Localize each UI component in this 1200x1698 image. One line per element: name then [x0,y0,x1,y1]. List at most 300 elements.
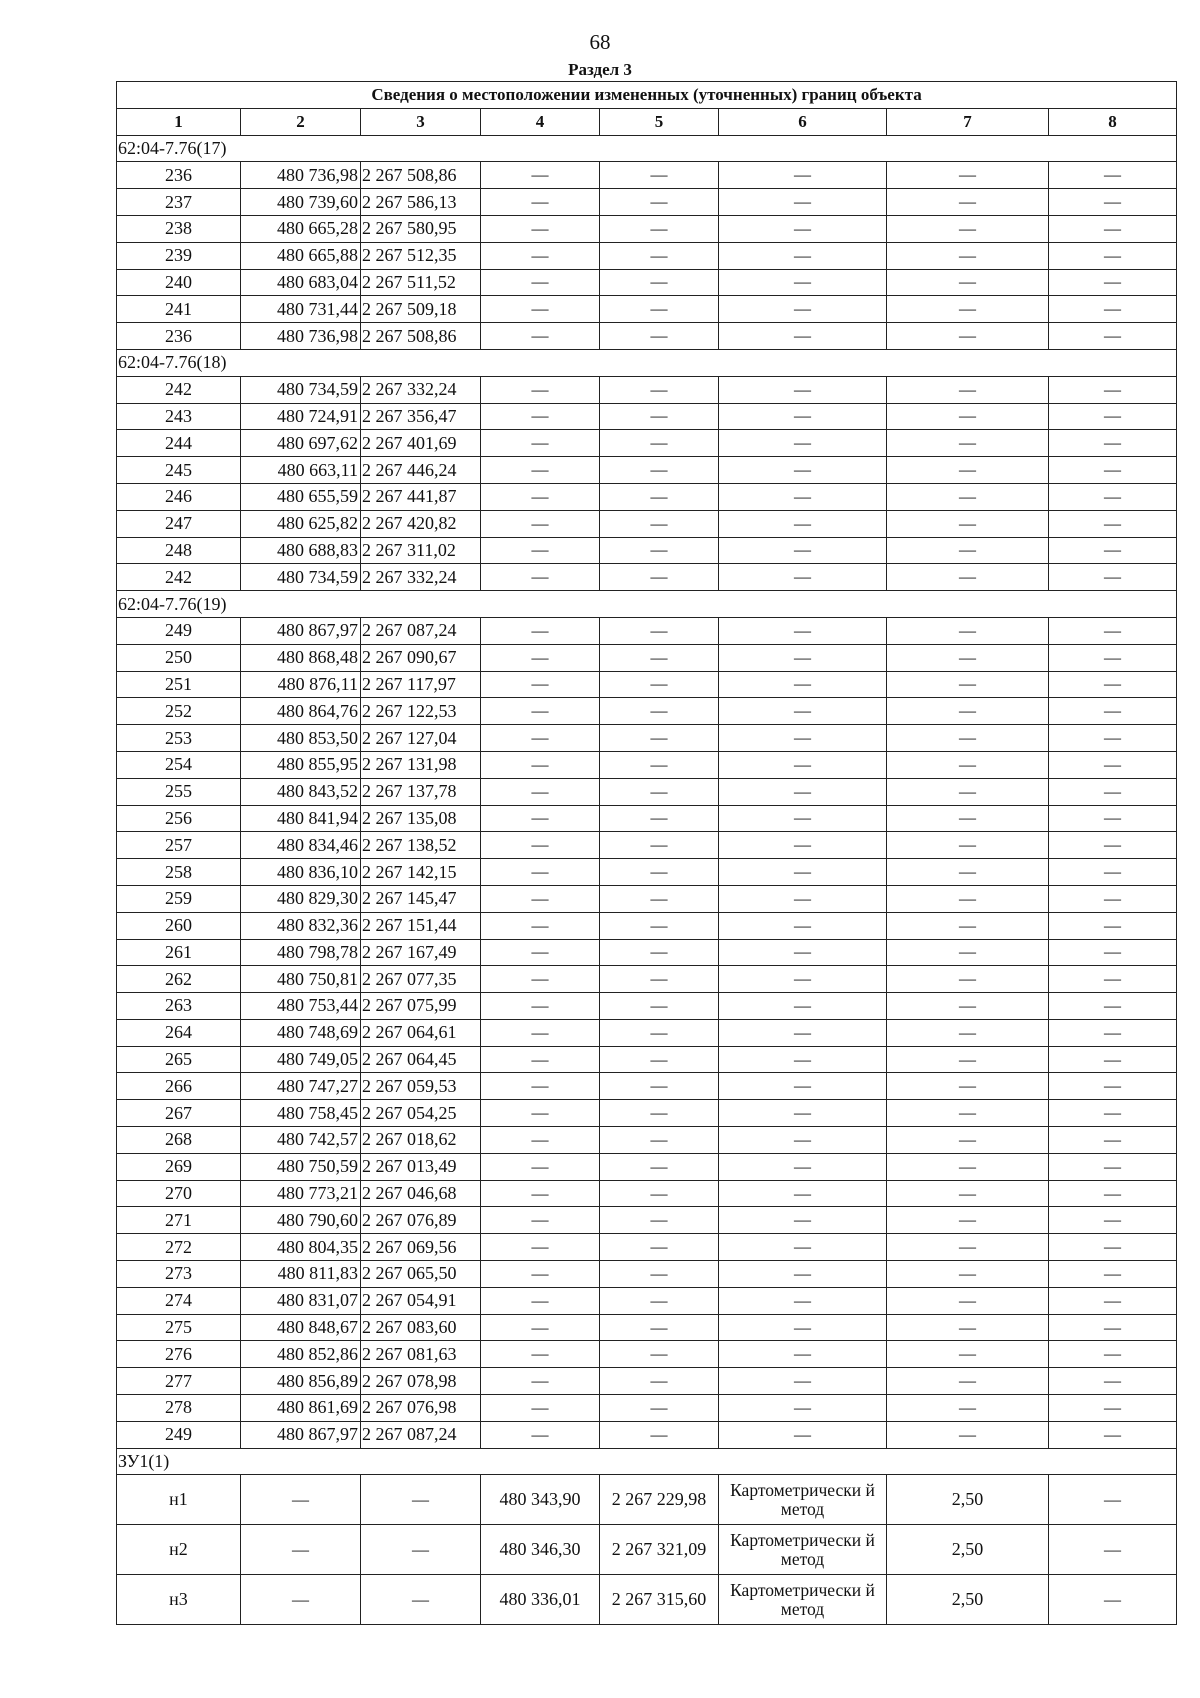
empty-dash: — [600,912,719,939]
table-row [117,1475,1177,1525]
empty-dash: — [481,296,600,323]
empty-dash: — [887,751,1049,778]
empty-dash: — [719,1073,887,1100]
empty-dash: — [600,1368,719,1395]
empty-dash: — [887,1287,1049,1314]
table-caption: Сведения о местоположении измененных (уточненных) границ объекта [117,82,1177,109]
table-row [117,671,1177,698]
coordinate-x: 480 665,88 [241,242,361,269]
empty-dash: — [887,1207,1049,1234]
empty-dash: — [1049,966,1177,993]
empty-dash: — [600,1153,719,1180]
table-row [117,885,1177,912]
empty-dash: — [481,644,600,671]
empty-dash: — [481,537,600,564]
empty-dash: — [1049,1127,1177,1154]
empty-dash: — [887,832,1049,859]
table-row [117,1234,1177,1261]
empty-dash: — [1049,885,1177,912]
empty-dash: — [481,912,600,939]
section-label: Раздел 3 [568,60,632,79]
empty-dash: — [887,510,1049,537]
coordinate-x: 480 747,27 [241,1073,361,1100]
accuracy-value: 2,50 [887,1525,1049,1575]
empty-dash: — [481,1234,600,1261]
empty-dash: — [719,644,887,671]
coordinate-y: 2 267 076,98 [361,1395,481,1422]
group-header-row [117,135,1177,162]
coordinate-x: 480 831,07 [241,1287,361,1314]
empty-dash: — [719,885,887,912]
coordinate-y: 2 267 131,98 [361,751,481,778]
empty-dash: — [887,242,1049,269]
empty-dash: — [481,1314,600,1341]
coordinate-x: 480 731,44 [241,296,361,323]
determination-method: Картометрически й метод [719,1575,887,1625]
coordinate-y: 2 267 137,78 [361,778,481,805]
empty-dash: — [1049,1575,1177,1625]
empty-dash: — [600,1127,719,1154]
coordinate-x: 480 697,62 [241,430,361,457]
empty-dash: — [1049,778,1177,805]
empty-dash: — [1049,859,1177,886]
empty-dash: — [600,162,719,189]
empty-dash: — [481,1395,600,1422]
coordinate-x: 480 798,78 [241,939,361,966]
empty-dash: — [600,617,719,644]
empty-dash: — [481,671,600,698]
empty-dash: — [481,993,600,1020]
empty-dash: — [887,1127,1049,1154]
empty-dash: — [719,1046,887,1073]
coordinate-x: 480 876,11 [241,671,361,698]
empty-dash: — [481,1153,600,1180]
coordinate-x: 480 758,45 [241,1100,361,1127]
empty-dash: — [1049,1073,1177,1100]
empty-dash: — [887,859,1049,886]
empty-dash: — [600,1207,719,1234]
empty-dash: — [481,215,600,242]
empty-dash: — [887,1261,1049,1288]
empty-dash: — [887,457,1049,484]
coordinate-x: 480 773,21 [241,1180,361,1207]
coordinate-x: 480 848,67 [241,1314,361,1341]
coordinate-x: 480 790,60 [241,1207,361,1234]
coordinate-x: 480 853,50 [241,725,361,752]
empty-dash: — [600,993,719,1020]
coordinate-y: 2 267 446,24 [361,457,481,484]
empty-dash: — [481,966,600,993]
empty-dash: — [600,215,719,242]
empty-dash: — [481,323,600,350]
empty-dash: — [887,644,1049,671]
empty-dash: — [1049,912,1177,939]
table-row [117,1019,1177,1046]
point-number: 239 [117,242,241,269]
point-number: 277 [117,1368,241,1395]
table-row [117,1368,1177,1395]
point-number: 260 [117,912,241,939]
empty-dash: — [887,725,1049,752]
point-number: 273 [117,1261,241,1288]
coordinate-y: 2 267 087,24 [361,1421,481,1448]
empty-dash: — [719,1180,887,1207]
empty-dash: — [481,1100,600,1127]
empty-dash: — [719,1207,887,1234]
empty-dash: — [1049,617,1177,644]
table-row [117,805,1177,832]
table-row [117,430,1177,457]
empty-dash: — [719,457,887,484]
point-number: 262 [117,966,241,993]
empty-dash: — [481,885,600,912]
empty-dash: — [887,778,1049,805]
empty-dash: — [1049,1314,1177,1341]
empty-dash: — [719,912,887,939]
coordinate-y: 2 267 508,86 [361,323,481,350]
coordinate-y: 2 267 046,68 [361,1180,481,1207]
empty-dash: — [481,376,600,403]
empty-dash: — [719,1127,887,1154]
empty-dash: — [1049,483,1177,510]
table-row [117,1073,1177,1100]
empty-dash: — [600,751,719,778]
coordinate-x: 480 750,81 [241,966,361,993]
empty-dash: — [1049,269,1177,296]
empty-dash: — [719,215,887,242]
empty-dash: — [719,564,887,591]
column-number: 4 [481,108,600,135]
coordinate-x: 480 739,60 [241,189,361,216]
empty-dash: — [1049,939,1177,966]
coordinate-x: 480 836,10 [241,859,361,886]
empty-dash: — [1049,323,1177,350]
empty-dash: — [600,725,719,752]
empty-dash: — [481,751,600,778]
table-row [117,1207,1177,1234]
empty-dash: — [719,1314,887,1341]
point-number: 258 [117,859,241,886]
coordinate-y: 2 267 356,47 [361,403,481,430]
empty-dash: — [887,671,1049,698]
empty-dash: — [600,564,719,591]
empty-dash: — [887,564,1049,591]
point-number: 244 [117,430,241,457]
new-coordinate-y: 2 267 321,09 [600,1525,719,1575]
empty-dash: — [719,189,887,216]
column-number: 5 [600,108,719,135]
empty-dash: — [1049,1287,1177,1314]
empty-dash: — [719,698,887,725]
empty-dash: — [719,430,887,457]
empty-dash: — [887,323,1049,350]
table-row [117,644,1177,671]
empty-dash: — [600,1341,719,1368]
empty-dash: — [1049,403,1177,430]
table-row [117,1395,1177,1422]
coordinate-y: 2 267 122,53 [361,698,481,725]
empty-dash: — [600,859,719,886]
coordinate-x: 480 855,95 [241,751,361,778]
group-header-row [117,591,1177,618]
coordinate-x: 480 753,44 [241,993,361,1020]
empty-dash: — [600,457,719,484]
point-number: 238 [117,215,241,242]
point-number: 256 [117,805,241,832]
empty-dash: — [1049,1395,1177,1422]
coordinate-x: 480 625,82 [241,510,361,537]
table-row [117,403,1177,430]
empty-dash: — [719,939,887,966]
empty-dash: — [600,1261,719,1288]
coordinate-y: 2 267 076,89 [361,1207,481,1234]
empty-dash: — [719,1019,887,1046]
empty-dash: — [719,805,887,832]
column-number: 7 [887,108,1049,135]
empty-dash: — [481,859,600,886]
coordinate-y: 2 267 013,49 [361,1153,481,1180]
empty-dash: — [719,617,887,644]
empty-dash: — [887,269,1049,296]
table-row [117,1046,1177,1073]
coordinate-x: 480 665,28 [241,215,361,242]
empty-dash: — [361,1525,481,1575]
point-number: 271 [117,1207,241,1234]
new-coordinate-x: 480 343,90 [481,1475,600,1525]
empty-dash: — [361,1475,481,1525]
coordinate-x: 480 748,69 [241,1019,361,1046]
empty-dash: — [1049,1421,1177,1448]
coordinate-x: 480 867,97 [241,617,361,644]
empty-dash: — [600,376,719,403]
empty-dash: — [481,564,600,591]
table-row [117,1287,1177,1314]
empty-dash: — [481,1207,600,1234]
point-number: 249 [117,617,241,644]
coordinate-x: 480 856,89 [241,1368,361,1395]
coordinate-y: 2 267 511,52 [361,269,481,296]
empty-dash: — [481,242,600,269]
table-row [117,1153,1177,1180]
empty-dash: — [481,698,600,725]
coordinate-y: 2 267 090,67 [361,644,481,671]
column-number: 8 [1049,108,1177,135]
table-row [117,912,1177,939]
new-coordinate-x: 480 346,30 [481,1525,600,1575]
empty-dash: — [1049,1207,1177,1234]
empty-dash: — [719,376,887,403]
empty-dash: — [481,1073,600,1100]
empty-dash: — [1049,725,1177,752]
empty-dash: — [600,242,719,269]
empty-dash: — [887,162,1049,189]
coordinate-x: 480 861,69 [241,1395,361,1422]
determination-method: Картометрически й метод [719,1475,887,1525]
table-row [117,832,1177,859]
empty-dash: — [719,1261,887,1288]
empty-dash: — [887,1153,1049,1180]
table-row [117,778,1177,805]
point-number: 265 [117,1046,241,1073]
coordinate-x: 480 832,36 [241,912,361,939]
point-number: 249 [117,1421,241,1448]
empty-dash: — [241,1525,361,1575]
empty-dash: — [887,537,1049,564]
coordinate-y: 2 267 332,24 [361,564,481,591]
boundary-coordinates-table [116,81,1177,1625]
point-number: 270 [117,1180,241,1207]
table-row [117,617,1177,644]
empty-dash: — [887,617,1049,644]
empty-dash: — [719,778,887,805]
empty-dash: — [600,1100,719,1127]
empty-dash: — [481,939,600,966]
empty-dash: — [481,832,600,859]
empty-dash: — [481,483,600,510]
point-number: 269 [117,1153,241,1180]
point-number: 243 [117,403,241,430]
coordinate-y: 2 267 117,97 [361,671,481,698]
point-number: 242 [117,376,241,403]
point-number: 237 [117,189,241,216]
empty-dash: — [887,1314,1049,1341]
coordinate-y: 2 267 081,63 [361,1341,481,1368]
empty-dash: — [887,1100,1049,1127]
table-row [117,698,1177,725]
empty-dash: — [600,483,719,510]
coordinate-y: 2 267 441,87 [361,483,481,510]
new-coordinate-y: 2 267 229,98 [600,1475,719,1525]
empty-dash: — [887,1368,1049,1395]
empty-dash: — [1049,805,1177,832]
coordinate-x: 480 724,91 [241,403,361,430]
empty-dash: — [241,1575,361,1625]
empty-dash: — [1049,564,1177,591]
empty-dash: — [887,939,1049,966]
point-number: 252 [117,698,241,725]
point-number: 268 [117,1127,241,1154]
empty-dash: — [887,993,1049,1020]
empty-dash: — [481,1180,600,1207]
empty-dash: — [1049,1100,1177,1127]
coordinate-y: 2 267 087,24 [361,617,481,644]
point-number: 274 [117,1287,241,1314]
coordinate-y: 2 267 069,56 [361,1234,481,1261]
empty-dash: — [719,1341,887,1368]
coordinate-y: 2 267 145,47 [361,885,481,912]
empty-dash: — [600,1019,719,1046]
empty-dash: — [887,1341,1049,1368]
empty-dash: — [600,805,719,832]
empty-dash: — [481,1261,600,1288]
table-row [117,242,1177,269]
coordinate-x: 480 841,94 [241,805,361,832]
empty-dash: — [600,296,719,323]
empty-dash: — [361,1575,481,1625]
table-row [117,296,1177,323]
empty-dash: — [481,1287,600,1314]
empty-dash: — [887,1180,1049,1207]
parcel-number: 62:04-7.76(18) [117,349,1177,376]
point-number: 251 [117,671,241,698]
coordinate-y: 2 267 054,25 [361,1100,481,1127]
empty-dash: — [600,939,719,966]
empty-dash: — [1049,242,1177,269]
empty-dash: — [719,296,887,323]
empty-dash: — [887,189,1049,216]
accuracy-value: 2,50 [887,1575,1049,1625]
table-row [117,751,1177,778]
empty-dash: — [887,403,1049,430]
point-number: 245 [117,457,241,484]
empty-dash: — [719,1153,887,1180]
coordinate-y: 2 267 401,69 [361,430,481,457]
point-number: 266 [117,1073,241,1100]
empty-dash: — [887,430,1049,457]
land-plot-label: ЗУ1(1) [117,1448,1177,1475]
table-row [117,483,1177,510]
empty-dash: — [719,751,887,778]
empty-dash: — [1049,1234,1177,1261]
coordinate-y: 2 267 151,44 [361,912,481,939]
point-number: 255 [117,778,241,805]
coordinate-x: 480 868,48 [241,644,361,671]
table-row [117,189,1177,216]
point-number: 250 [117,644,241,671]
empty-dash: — [1049,1475,1177,1525]
empty-dash: — [1049,1368,1177,1395]
empty-dash: — [719,1234,887,1261]
coordinate-y: 2 267 083,60 [361,1314,481,1341]
coordinate-x: 480 655,59 [241,483,361,510]
coordinate-y: 2 267 078,98 [361,1368,481,1395]
table-row [117,1261,1177,1288]
empty-dash: — [887,1073,1049,1100]
empty-dash: — [481,1019,600,1046]
coordinate-x: 480 742,57 [241,1127,361,1154]
empty-dash: — [1049,189,1177,216]
empty-dash: — [481,457,600,484]
point-number: 240 [117,269,241,296]
page-number: 68 [589,30,611,54]
empty-dash: — [481,1341,600,1368]
table-row [117,1127,1177,1154]
empty-dash: — [887,483,1049,510]
empty-dash: — [1049,832,1177,859]
table-row [117,162,1177,189]
empty-dash: — [1049,644,1177,671]
empty-dash: — [600,1180,719,1207]
table-row [117,1421,1177,1448]
empty-dash: — [481,778,600,805]
empty-dash: — [481,1046,600,1073]
empty-dash: — [719,323,887,350]
empty-dash: — [1049,457,1177,484]
coordinate-x: 480 688,83 [241,537,361,564]
coordinate-y: 2 267 065,50 [361,1261,481,1288]
empty-dash: — [1049,510,1177,537]
table-row [117,457,1177,484]
point-number: 259 [117,885,241,912]
column-number: 6 [719,108,887,135]
coordinate-y: 2 267 138,52 [361,832,481,859]
empty-dash: — [481,510,600,537]
coordinate-y: 2 267 311,02 [361,537,481,564]
empty-dash: — [600,403,719,430]
coordinate-x: 480 852,86 [241,1341,361,1368]
point-number: 263 [117,993,241,1020]
empty-dash: — [719,832,887,859]
